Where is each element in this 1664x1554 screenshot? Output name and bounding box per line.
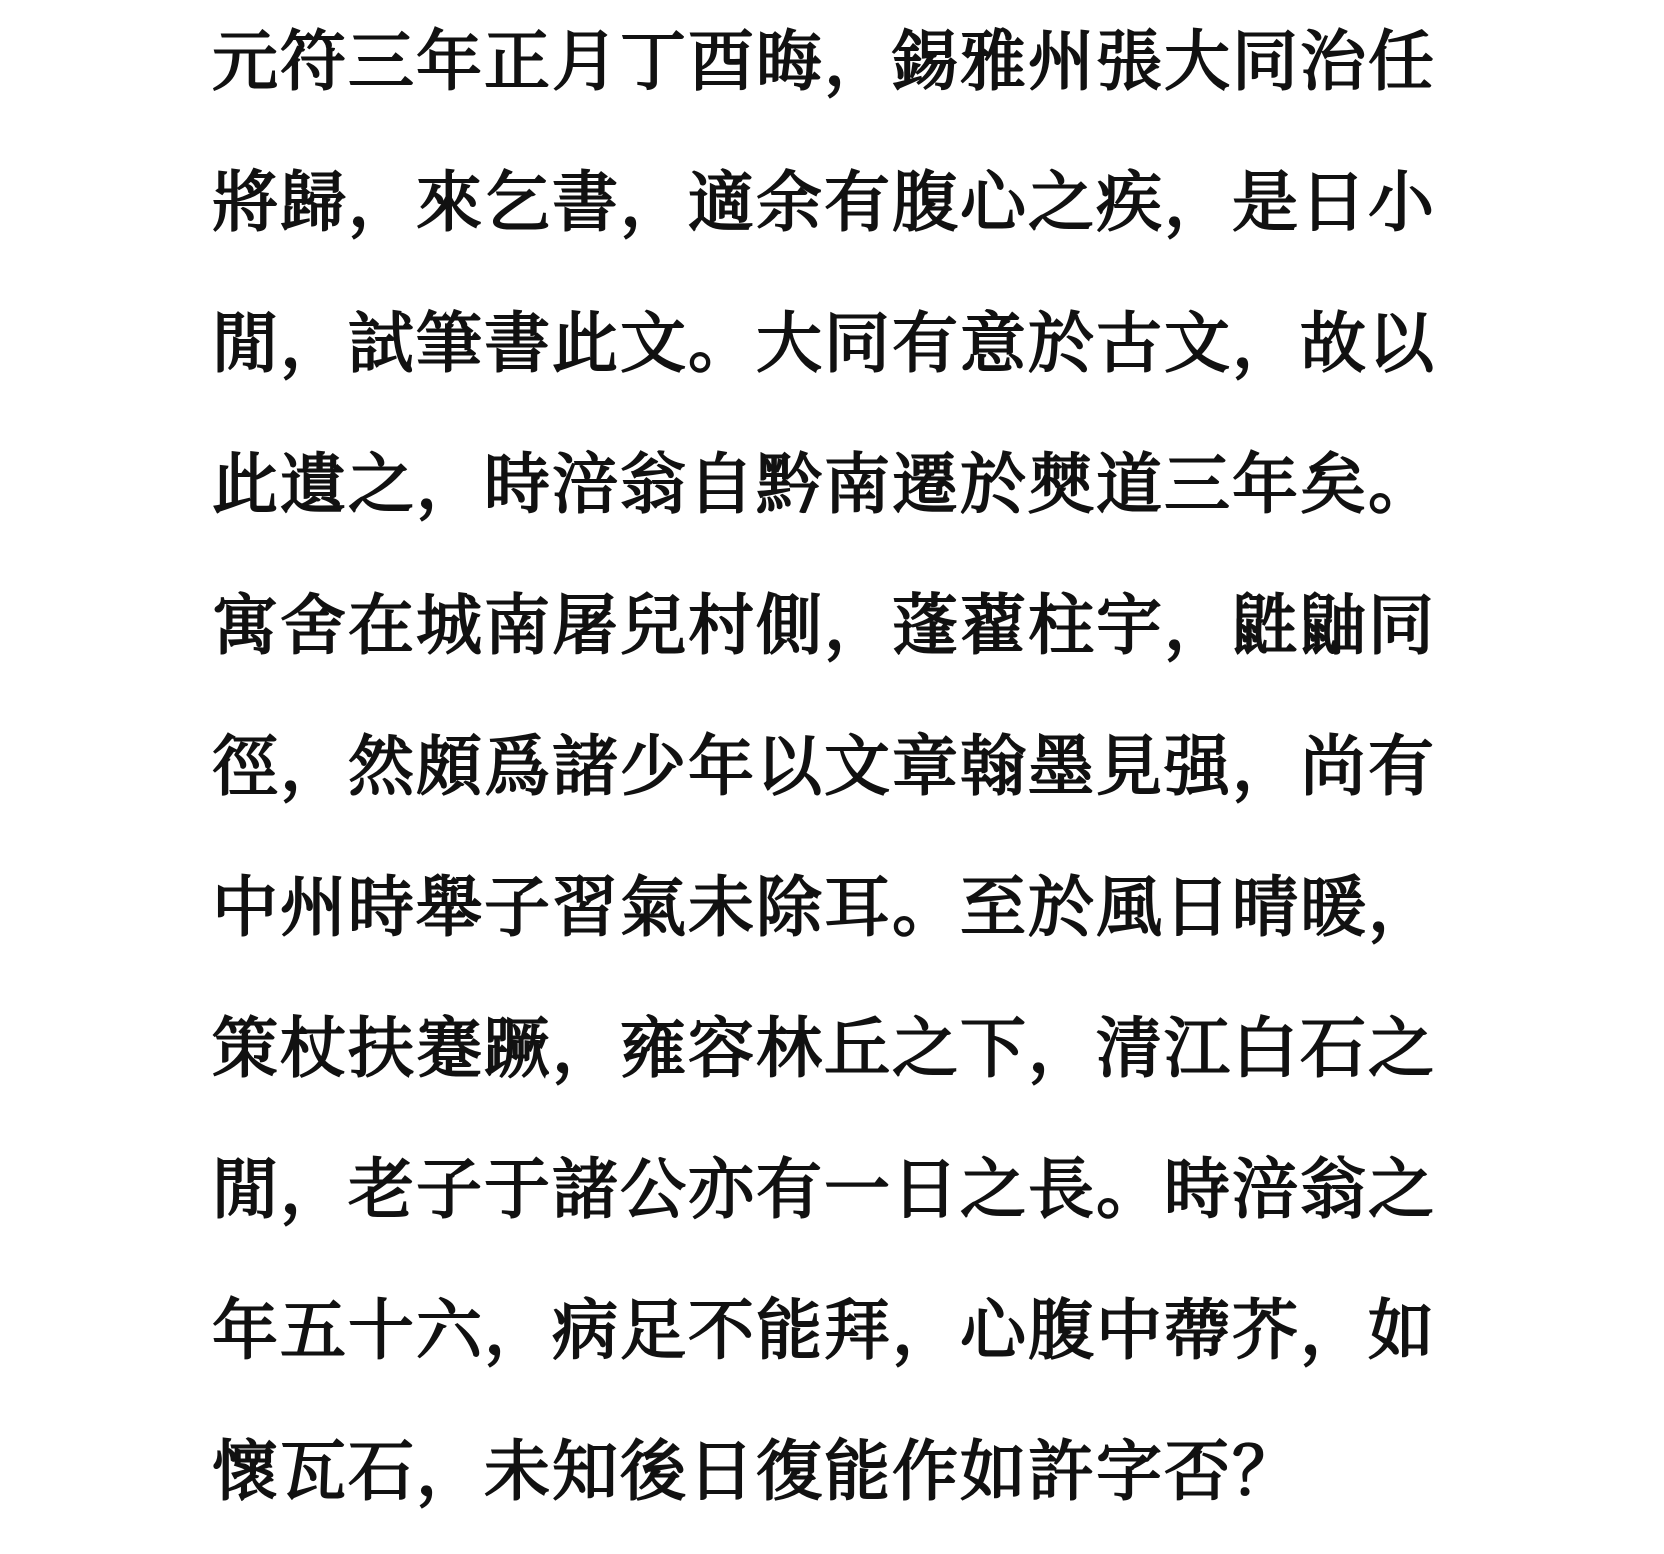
text-line-8: 策杖扶蹇蹶，雍容林丘之下，清江白石之: [212, 1009, 1436, 1087]
text-line-7: 中州時舉子習氣未除耳。至於風日晴暖，: [212, 868, 1436, 946]
text-line-5: 寓舍在城南屠兒村側，蓬藋柱宇，鼪鼬同: [212, 586, 1436, 664]
text-line-6: 徑，然頗爲諸少年以文章翰墨見强，尚有: [212, 727, 1436, 805]
text-line-4: 此遺之，時涪翁自黔南遷於僰道三年矣。: [212, 445, 1436, 523]
calligraphy-text-block: [212, 0, 1462, 1551]
text-line-2: 將歸，來乞書，適余有腹心之疾，是日小: [212, 163, 1436, 241]
text-line-10: 年五十六，病足不能拜，心腹中蔕芥，如: [212, 1291, 1436, 1369]
text-line-11: 懷瓦石，未知後日復能作如許字否？: [212, 1432, 1300, 1510]
text-line-1: 元符三年正月丁酉晦，錫雅州張大同治任: [212, 22, 1436, 100]
text-line-9: 閒，老子于諸公亦有一日之長。時涪翁之: [212, 1150, 1436, 1228]
text-line-3: 閒，試筆書此文。大同有意於古文，故以: [212, 304, 1436, 382]
